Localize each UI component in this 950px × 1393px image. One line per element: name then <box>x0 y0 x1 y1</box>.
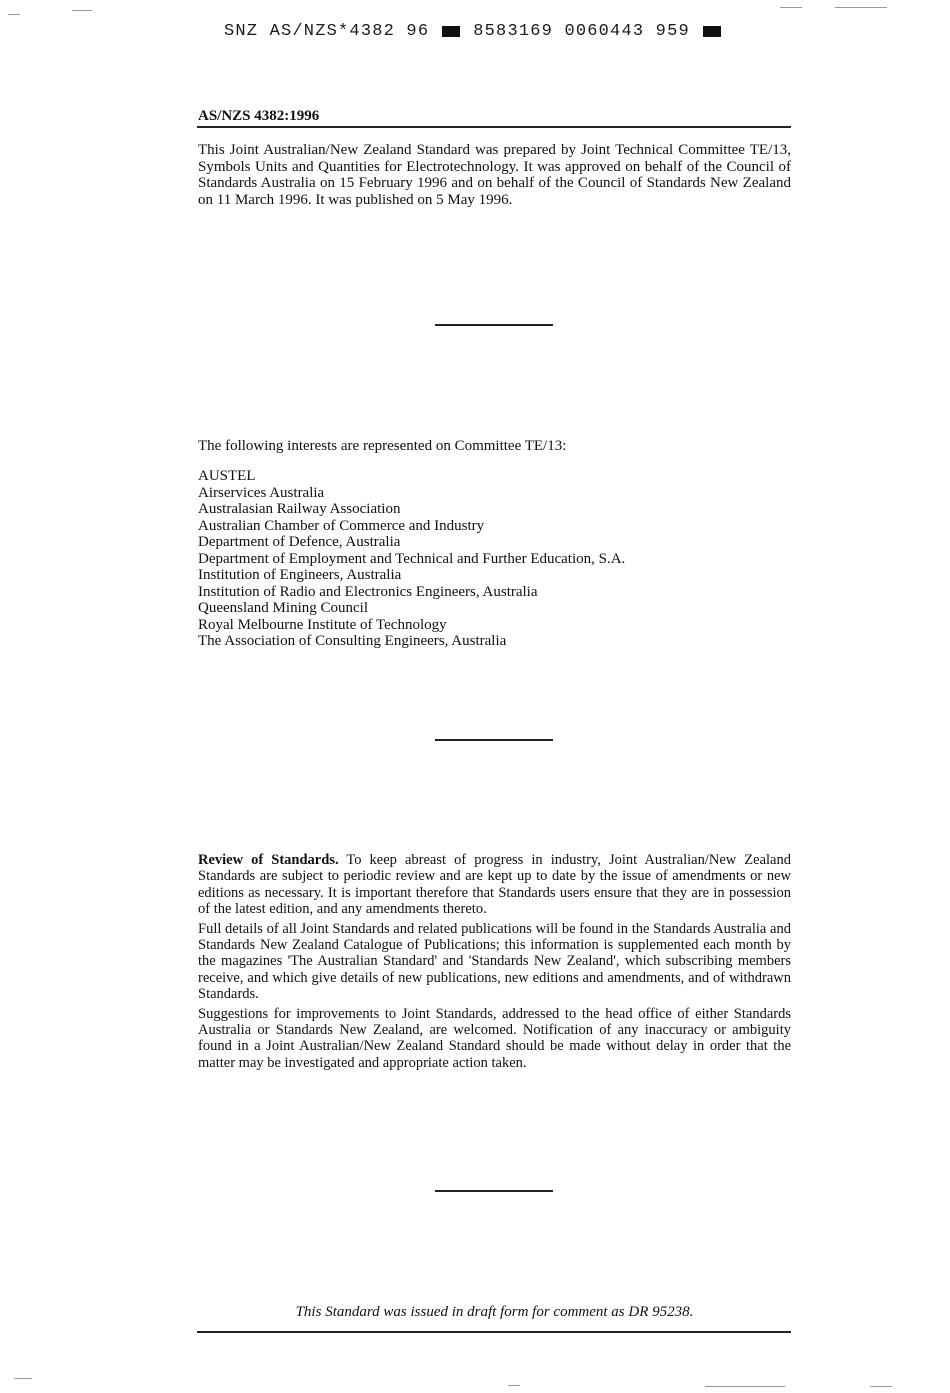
review-section <box>198 852 791 1074</box>
list-item: The Association of Consulting Engineers, Australia <box>198 633 507 649</box>
scan-mark <box>72 10 92 11</box>
list-item: Australian Chamber of Commerce and Industry <box>198 517 485 534</box>
document-control-code <box>224 22 734 41</box>
section-divider <box>435 1190 553 1192</box>
review-paragraph-3: Suggestions for improvements to Joint Standards, addressed to the head office of either Standards Australia or Standards New Zealand, are welcomed. Notification of any inaccuracy or ambiguity found in a Joint Australian/New Zealand Standard should be made without delay in order that the matter may be investigated and appropriate action taken. <box>198 1005 791 1071</box>
list-item: Queensland Mining Council <box>198 600 368 616</box>
draft-note: This Standard was issued in draft form for comment as DR 95238. <box>295 1304 694 1320</box>
control-code-part1: SNZ AS/NZS*4382 96 <box>224 22 430 41</box>
review-lead: Review of Standards. <box>198 852 339 868</box>
section-divider <box>435 739 553 741</box>
scan-mark <box>870 1386 892 1387</box>
review-paragraph-1 <box>198 852 791 918</box>
scan-mark <box>835 7 887 8</box>
standard-id: AS/NZS 4382:1996 <box>198 108 320 124</box>
list-item: Institution of Radio and Electronics Engineers, Australia <box>198 583 538 600</box>
list-item: Department of Employment and Technical and Further Education, S.A. <box>198 550 626 567</box>
scan-mark <box>8 14 20 15</box>
list-item: Institution of Engineers, Australia <box>198 567 402 583</box>
list-item: Department of Defence, Australia <box>198 534 401 550</box>
list-item: Australasian Railway Association <box>198 501 401 517</box>
scan-mark <box>705 1386 785 1387</box>
scan-mark <box>780 7 802 8</box>
review-paragraph-2: Full details of all Joint Standards and related publications will be found in the Standards Australia and Standards New Zealand Catalogue of Publications; this information is supplemented each month by the magazines 'The Australian Standard' and 'Standards New Zealand', which subscribing members receive, and which give details of new publications, new editions and amendments, and of withdrawn Standards. <box>198 920 791 1003</box>
scan-mark <box>14 1378 32 1379</box>
review-text-1: To keep abreast of progress in industry, Joint Australian/New Zealand Standards are subject to periodic review and are kept up to date by the issue of amendments or new editions as necessary. It is important therefore that Standards users ensure that they are in possession of the latest edition, and any amendments thereto. <box>198 852 791 918</box>
section-divider <box>435 324 553 326</box>
list-item: Airservices Australia <box>198 484 325 501</box>
barcode-block <box>442 26 460 37</box>
interests-list <box>198 468 625 650</box>
control-code-part2: 8583169 0060443 959 <box>473 22 690 41</box>
list-item: AUSTEL <box>198 468 256 484</box>
barcode-block <box>703 26 721 37</box>
scan-mark <box>508 1385 520 1386</box>
interests-heading: The following interests are represented on Committee TE/13: <box>198 438 567 454</box>
list-item: Royal Melbourne Institute of Technology <box>198 616 447 633</box>
header-rule <box>197 126 791 128</box>
footer-rule <box>197 1331 791 1333</box>
intro-paragraph: This Joint Australian/New Zealand Standard was prepared by Joint Technical Committee TE/13, Symbols Units and Quantities for Electrotechnology. It was approved on behalf of the Council of Standards Australia on 15 February 1996 and on behalf of the Council of Standards New Zealand on 11 March 1996. It was published on 5 May 1996. <box>198 142 791 208</box>
